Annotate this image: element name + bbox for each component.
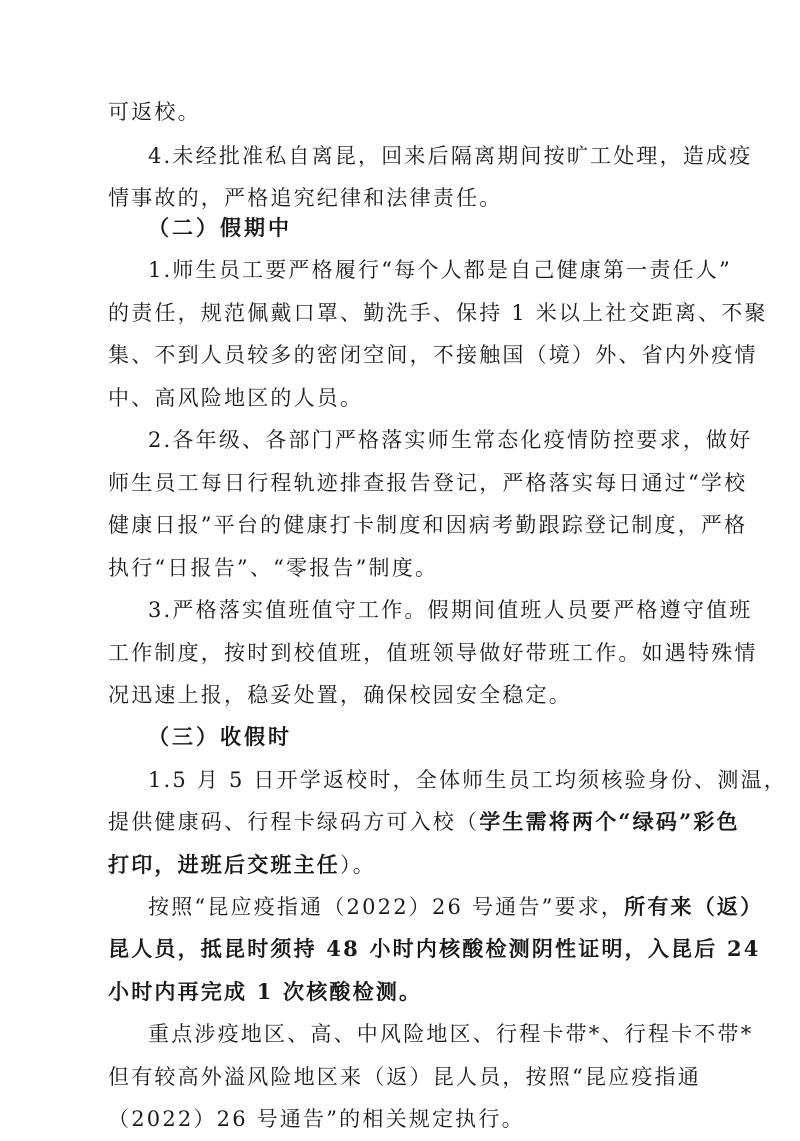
paragraph-line: 但有较高外溢风险地区来（返）昆人员，按照“昆应疫指通 <box>108 1065 701 1089</box>
paragraph-line: 健康日报”平台的健康打卡制度和因病考勤跟踪登记制度，严格 <box>108 513 748 537</box>
paragraph-line: 集、不到人员较多的密闭空间，不接触国（境）外、省内外疫情 <box>108 343 758 367</box>
paragraph-line: 2.各年级、各部门严格落实师生常态化疫情防控要求，做好 <box>148 428 753 452</box>
paragraph-line: 执行“日报告”、“零报告”制度。 <box>108 556 439 580</box>
text-segment: ）。 <box>340 853 376 877</box>
paragraph-line: 可返校。 <box>108 100 201 124</box>
paragraph-line: 重点涉疫地区、高、中风险地区、行程卡带*、行程卡不带* <box>148 1022 754 1046</box>
paragraph-line: 1.5 月 5 日开学返校时，全体师生员工均须核验身份、测温， <box>148 768 787 792</box>
text-segment: 提供健康码、行程卡绿码方可入校（ <box>108 810 480 834</box>
paragraph-line: 的责任，规范佩戴口罩、勤洗手、保持 1 米以上社交距离、不聚 <box>108 301 768 325</box>
paragraph-line: （2022）26 号通告”的相关规定执行。 <box>108 1107 525 1131</box>
paragraph-line: 1.师生员工要严格履行“每个人都是自己健康第一责任人” <box>148 258 732 282</box>
paragraph-line: 中、高风险地区的人员。 <box>108 386 364 410</box>
bold-text-segment: 学生需将两个“绿码”彩色 <box>479 809 740 834</box>
bold-text-segment: 所有来（返） <box>624 894 764 919</box>
paragraph-line: 小时内再完成 1 次核酸检测。 <box>108 979 423 1004</box>
section-heading: （二）假期中 <box>148 215 292 240</box>
paragraph-line <box>148 892 763 922</box>
paragraph-line: 3.严格落实值班值守工作。假期间值班人员要严格遵守值班 <box>148 598 753 622</box>
paragraph-line <box>108 807 740 837</box>
paragraph-line: 昆人员，抵昆时须持 48 小时内核酸检测阴性证明，入昆后 24 <box>108 936 761 961</box>
text-segment: 按照“昆应疫指通（2022）26 号通告”要求， <box>148 895 625 919</box>
section-heading: （三）收假时 <box>148 724 292 749</box>
paragraph-line <box>108 850 376 880</box>
paragraph-line: 况迅速上报，稳妥处置，确保校园安全稳定。 <box>108 683 572 707</box>
paragraph-line: 4.未经批准私自离昆，回来后隔离期间按旷工处理，造成疫 <box>148 144 753 168</box>
paragraph-line: 师生员工每日行程轨迹排查报告登记，严格落实每日通过“学校 <box>108 471 748 495</box>
bold-text-segment: 打印，进班后交班主任 <box>108 852 340 877</box>
paragraph-line: 情事故的，严格追究纪律和法律责任。 <box>108 186 503 210</box>
paragraph-line: 工作制度，按时到校值班，值班领导做好带班工作。如遇特殊情 <box>108 641 758 665</box>
